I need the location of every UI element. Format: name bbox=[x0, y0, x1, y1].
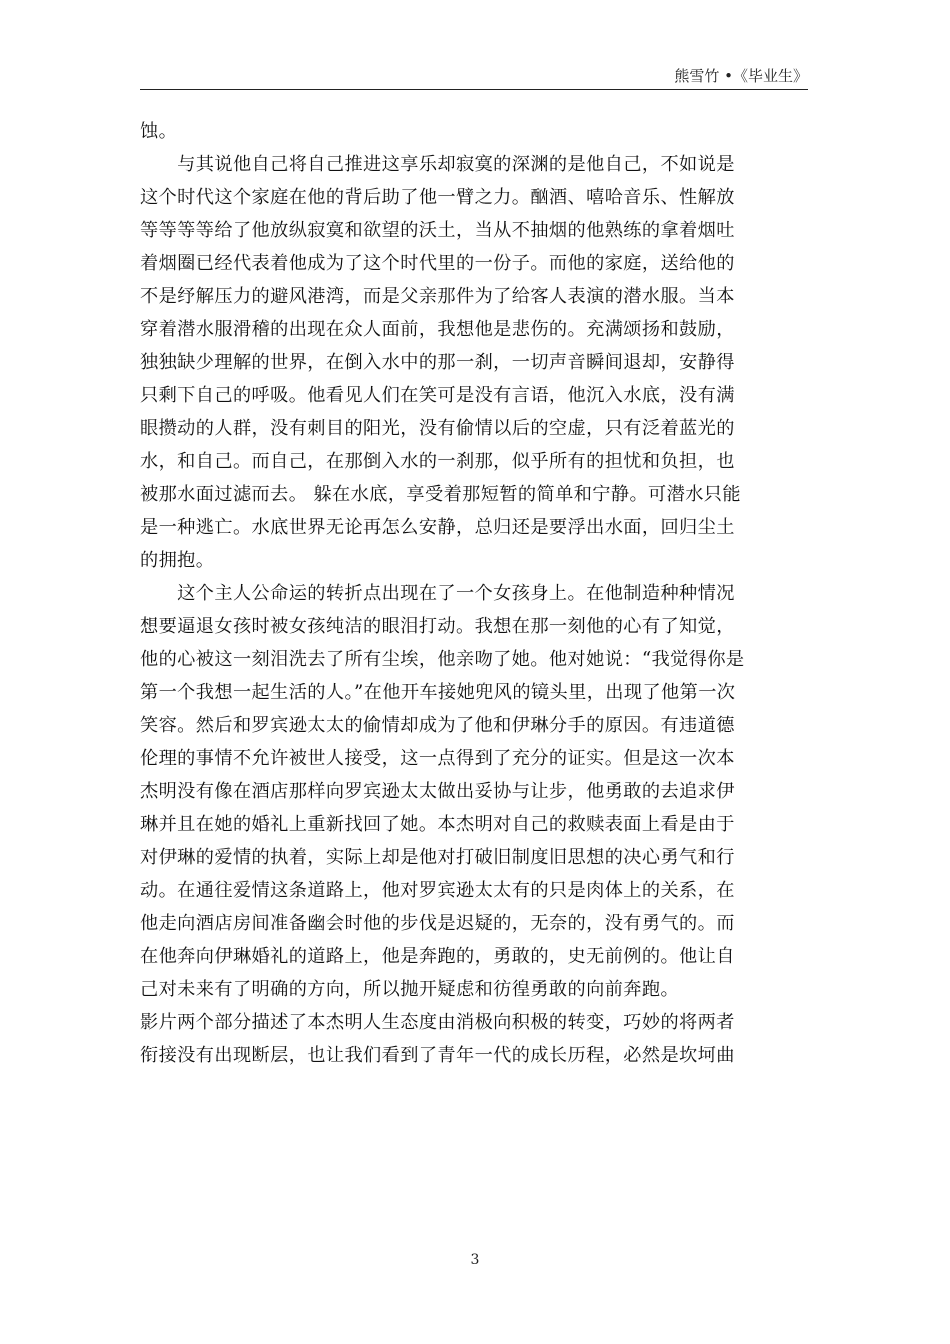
text-line: 笑容。然后和罗宾逊太太的偷情却成为了他和伊琳分手的原因。有违道德 bbox=[140, 715, 735, 736]
text-line: 是一种逃亡。水底世界无论再怎么安静，总归还是要浮出水面，回归尘土 bbox=[140, 517, 735, 538]
text-line: 独独缺少理解的世界，在倒入水中的那一刹，一切声音瞬间退却，安静得 bbox=[140, 352, 735, 373]
text-line: 他的心被这一刻泪洗去了所有尘埃，他亲吻了她。他对她说：“我觉得你是 bbox=[140, 649, 745, 670]
text-line: 想要逼退女孩时被女孩纯洁的眼泪打动。我想在那一刻他的心有了知觉， bbox=[140, 616, 735, 637]
text-line: 动。在通往爱情这条道路上，他对罗宾逊太太有的只是肉体上的关系，在 bbox=[140, 880, 735, 901]
text-line: 穿着潜水服滑稽的出现在众人面前，我想他是悲伤的。充满颂扬和鼓励， bbox=[140, 319, 735, 340]
text-line: 等等等等给了他放纵寂寞和欲望的沃土，当从不抽烟的他熟练的拿着烟吐 bbox=[140, 220, 735, 241]
page-number: 3 bbox=[470, 1252, 480, 1268]
text-line: 被那水面过滤而去。 躲在水底，享受着那短暂的简单和宁静。可潜水只能 bbox=[140, 484, 741, 505]
text-line: 这个主人公命运的转折点出现在了一个女孩身上。在他制造种种情况 bbox=[140, 583, 735, 604]
text-line: 与其说他自己将自己推进这享乐却寂寞的深渊的是他自己，不如说是 bbox=[140, 154, 735, 175]
body-text bbox=[140, 115, 810, 1072]
text-line: 眼攒动的人群，没有刺目的阳光，没有偷情以后的空虚，只有泛着蓝光的 bbox=[140, 418, 735, 439]
text-line: 琳并且在她的婚礼上重新找回了她。本杰明对自己的救赎表面上看是由于 bbox=[140, 814, 735, 835]
text-line: 的拥抱。 bbox=[140, 550, 215, 571]
running-header: 熊雪竹 •《毕业生》 bbox=[674, 67, 808, 85]
text-line: 第一个我想一起生活的人。”在他开车接她兜风的镜头里，出现了他第一次 bbox=[140, 682, 736, 703]
text-line: 蚀。 bbox=[140, 121, 178, 142]
text-line: 影片两个部分描述了本杰明人生态度由消极向积极的转变，巧妙的将两者 bbox=[140, 1012, 735, 1033]
text-line: 着烟圈已经代表着他成为了这个时代里的一份子。而他的家庭，送给他的 bbox=[140, 253, 735, 274]
text-line: 只剩下自己的呼吸。他看见人们在笑可是没有言语，他沉入水底，没有满 bbox=[140, 385, 735, 406]
text-line: 杰明没有像在酒店那样向罗宾逊太太做出妥协与让步，他勇敢的去追求伊 bbox=[140, 781, 735, 802]
header-rule bbox=[140, 89, 808, 90]
text-line: 这个时代这个家庭在他的背后助了他一臂之力。酗酒、嘻哈音乐、性解放 bbox=[140, 187, 735, 208]
text-line: 水，和自己。而自己，在那倒入水的一刹那，似乎所有的担忧和负担，也 bbox=[140, 451, 735, 472]
text-line: 在他奔向伊琳婚礼的道路上，他是奔跑的，勇敢的，史无前例的。他让自 bbox=[140, 946, 735, 967]
text-line: 不是纾解压力的避风港湾，而是父亲那件为了给客人表演的潜水服。当本 bbox=[140, 286, 735, 307]
text-line: 对伊琳的爱情的执着，实际上却是他对打破旧制度旧思想的决心勇气和行 bbox=[140, 847, 735, 868]
text-line: 伦理的事情不允许被世人接受，这一点得到了充分的证实。但是这一次本 bbox=[140, 748, 735, 769]
text-line: 衔接没有出现断层，也让我们看到了青年一代的成长历程，必然是坎坷曲 bbox=[140, 1045, 735, 1066]
text-line: 他走向酒店房间准备幽会时他的步伐是迟疑的，无奈的，没有勇气的。而 bbox=[140, 913, 735, 934]
text-line: 己对未来有了明确的方向，所以抛开疑虑和彷徨勇敢的向前奔跑。 bbox=[140, 979, 680, 1000]
